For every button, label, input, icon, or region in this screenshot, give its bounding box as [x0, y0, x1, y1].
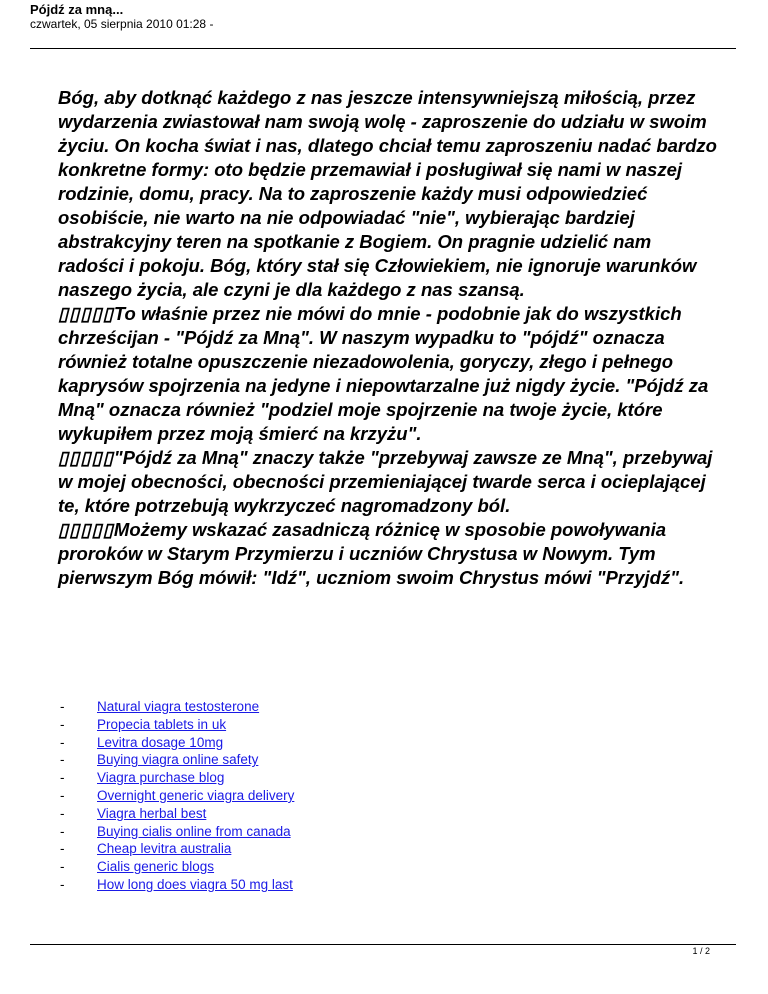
related-link[interactable]: Natural viagra testosterone: [97, 699, 260, 714]
paragraph-text: Możemy wskazać zasadniczą różnicę w sposobie powoływania proroków w Starym Przymierzu i uczniów Chrystusa w Nowym. Tym pierwszym Bóg mówił: "Idź", uczniom swoim Chrystus mówi "Przyjdź".: [58, 519, 685, 588]
list-bullet: -: [60, 699, 65, 714]
list-bullet: -: [60, 823, 65, 839]
paragraph-text: To właśnie przez nie mówi do mnie - podobnie jak do wszystkich chrześcijan - "Pójdź za Mną". W naszym wypadku to "pójdź" oznacza również totalne opuszczenie niezadowolenia, goryczy, złego i pełnego kaprysów spojrzenia na jedyne i niepowtarzalne już nigdy życie. "Pójdź za Mną" oznacza również "podziel moje spojrzenie na twoje życie, które wykupiłem przez moją śmierć na krzyżu".: [58, 303, 709, 444]
related-links-list: [60, 698, 294, 894]
indent-glyphs: ▯▯▯▯▯: [58, 447, 114, 468]
related-link[interactable]: Propecia tablets in uk: [97, 716, 227, 732]
page-header: [30, 2, 730, 32]
list-item: [60, 769, 294, 787]
page-title: Pójdź za mną...: [30, 2, 124, 17]
article-paragraph: [58, 302, 718, 446]
related-link[interactable]: How long does viagra 50 mg last: [97, 876, 293, 892]
article-body: [58, 86, 718, 590]
related-link[interactable]: Buying viagra online safety: [97, 752, 259, 768]
paragraph-text: Bóg, aby dotknąć każdego z nas jeszcze intensywniejszą miłością, przez wydarzenia zwiastował nam swoją wolę - zaproszenie do udziału w swoim życiu. On kocha świat i nas, dlatego chciał temu zaproszeniu nadać bardzo konkretne formy: oto będzie przemawiał i posługiwał się nami w naszej rodzinie, domu, pracy. Na to zaproszenie każdy musi odpowiedzieć osobiście, nie warto na nie odpowiadać "nie", wybierając bardziej abstrakcyjny teren na spotkanie z Bogiem. On pragnie udzielić nam radości i pokoju. Bóg, który stał się Człowiekiem, nie ignoruje warunków naszego życia, ale czyni je dla każdego z nas szansą.: [58, 87, 717, 300]
footer-divider: [30, 944, 736, 945]
list-bullet: -: [60, 752, 65, 768]
related-link[interactable]: Cialis generic blogs: [97, 859, 215, 875]
related-link[interactable]: Overnight generic viagra delivery: [97, 787, 295, 803]
list-bullet: -: [60, 805, 65, 821]
list-item: [60, 787, 294, 805]
publish-date: czwartek, 05 sierpnia 2010 01:28 -: [30, 17, 214, 31]
list-bullet: -: [60, 734, 65, 750]
list-bullet: -: [60, 859, 65, 875]
list-item: [60, 698, 294, 716]
list-bullet: -: [60, 716, 65, 732]
list-bullet: -: [60, 876, 65, 892]
article-paragraph: [58, 86, 718, 302]
related-link[interactable]: Buying cialis online from canada: [97, 823, 291, 839]
article-paragraph: [58, 446, 718, 518]
header-divider: [30, 48, 736, 49]
list-item: [60, 823, 294, 841]
list-bullet: -: [60, 787, 65, 803]
related-link[interactable]: Viagra herbal best: [97, 805, 207, 821]
related-link[interactable]: Cheap levitra australia: [97, 841, 232, 857]
article-paragraph: [58, 518, 718, 590]
indent-glyphs: ▯▯▯▯▯: [58, 519, 114, 540]
list-item: [60, 876, 294, 894]
related-link[interactable]: Viagra purchase blog: [97, 770, 225, 786]
list-item: [60, 805, 294, 823]
page-number: 1 / 2: [692, 946, 710, 956]
paragraph-text: "Pójdź za Mną" znaczy także "przebywaj zawsze ze Mną", przebywaj w mojej obecności, obecności przemieniającej twarde serca i ocieplającej te, które potrzebują wykrzyczeć nagromadzony ból.: [58, 447, 713, 516]
list-item: [60, 751, 294, 769]
list-item: [60, 840, 294, 858]
indent-glyphs: ▯▯▯▯▯: [58, 303, 114, 324]
list-bullet: -: [60, 770, 65, 786]
list-bullet: -: [60, 841, 65, 857]
related-link[interactable]: Levitra dosage 10mg: [97, 734, 224, 750]
list-item: [60, 734, 294, 752]
list-item: [60, 716, 294, 734]
list-item: [60, 858, 294, 876]
